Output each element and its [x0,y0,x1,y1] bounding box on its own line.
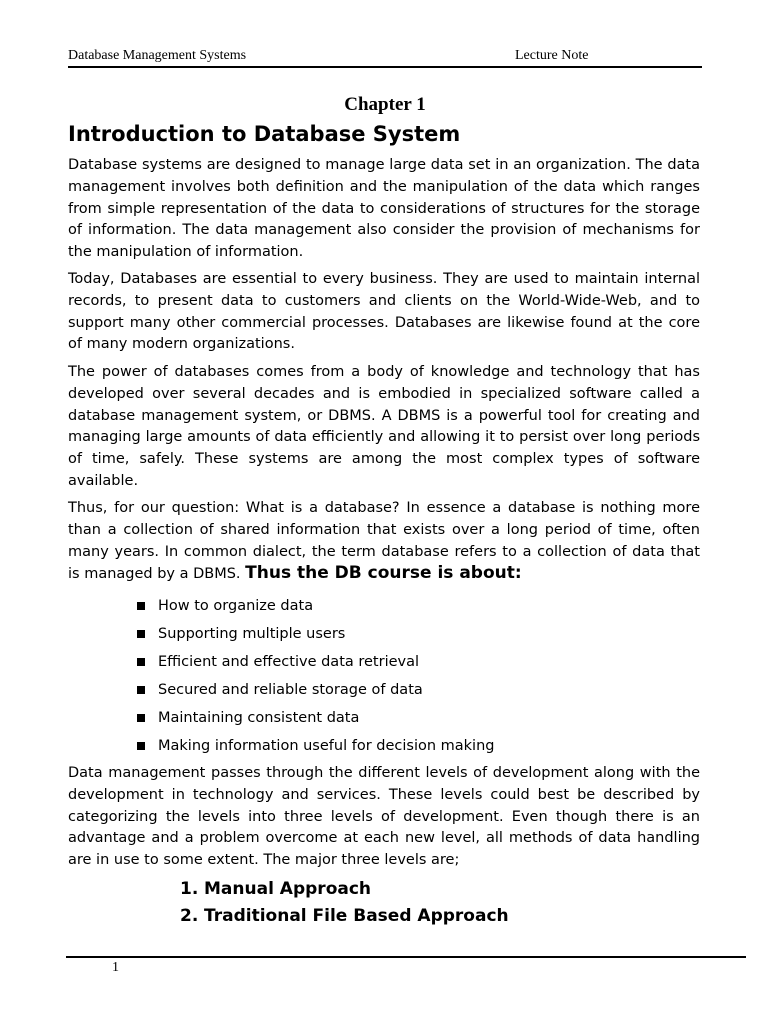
square-bullet-icon [137,602,145,610]
list-item-label: Secured and reliable storage of data [158,682,423,698]
list-item [136,594,494,622]
levels-list [180,876,509,930]
db-course-heading: Thus the DB course is about: [245,563,522,584]
header-lecture-note: Lecture Note [515,48,589,63]
chapter-heading: Chapter 1 [344,94,426,115]
paragraph-intro: Database systems are designed to manage large data set in an organization. The data management involves both definition and the manipulation of the data which ranges from simple representation of the data to considerations of structures for the storage of information. The data management also consider the provision of mechanisms for the manipulation of information. [68,157,700,261]
list-item-number: 1. [180,879,199,899]
page-number: 1 [112,960,119,975]
list-item-label: Efficient and effective data retrieval [158,654,420,670]
page-header [68,46,702,68]
paragraph-what-is-db [68,498,700,586]
list-item [180,903,509,930]
section-title: Introduction to Database System [68,122,461,146]
list-item [136,650,494,678]
list-item-label: Traditional File Based Approach [204,906,509,926]
paragraph-business: Today, Databases are essential to every business. They are used to maintain internal records, to present data to customers and clients on the World-Wide-Web, and to support many other commercial processes. Databases are likewise found at the core of many modern organizations. [68,271,700,353]
square-bullet-icon [137,742,145,750]
paragraph-what-is-db-text: Thus, for our question: What is a database? In essence a database is nothing more than a collection of shared information that exists over a long period of time, often many years. In common dialect, the term database refers to a collection of data that is managed by a DBMS. [68,500,700,583]
square-bullet-icon [137,686,145,694]
list-item-label: Manual Approach [204,879,372,899]
list-item [136,734,494,762]
square-bullet-icon [137,658,145,666]
course-topics-list [136,594,494,762]
paragraph-levels: Data management passes through the different levels of development along with the development in technology and services. These levels could best be described by categorizing the levels into three levels of development. Even though there is an advantage and a problem overcome at each new level, all methods of data handling are in use to some extent. The major three levels are; [68,765,700,869]
list-item-label: Maintaining consistent data [158,710,360,726]
list-item-label: Making information useful for decision making [158,738,495,754]
list-item [136,706,494,734]
footer-divider [66,956,746,958]
list-item-number: 2. [180,906,199,926]
list-item [180,876,509,903]
list-item-label: Supporting multiple users [158,626,346,642]
list-item-label: How to organize data [158,598,314,614]
paragraph-power: The power of databases comes from a body of knowledge and technology that has developed over several decades and is embodied in specialized software called a database management system, or DBMS. A DBMS is a powerful tool for creating and managing large amounts of data efficiently and allowing it to persist over long periods of time, safely. These systems are among the most complex types of software available. [68,364,700,489]
header-course-title: Database Management Systems [68,48,247,63]
square-bullet-icon [137,630,145,638]
list-item [136,622,494,650]
square-bullet-icon [137,714,145,722]
list-item [136,678,494,706]
